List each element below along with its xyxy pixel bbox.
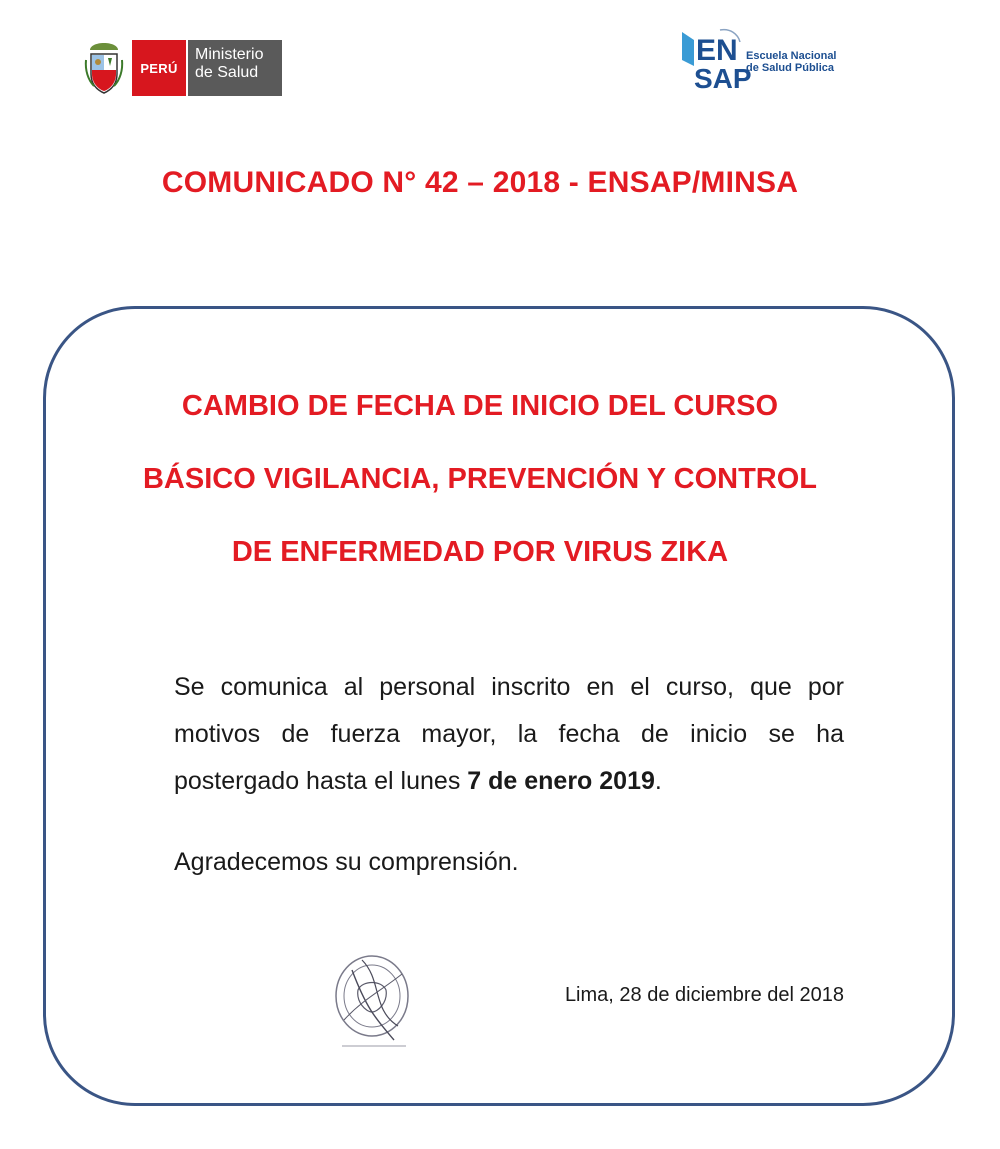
minsa-logo — [84, 40, 282, 96]
course-title-line-1: CAMBIO DE FECHA DE INICIO DEL CURSO — [181, 390, 779, 422]
peru-label: PERÚ — [132, 40, 186, 96]
thanks-text: Agradecemos su comprensión. — [174, 848, 519, 876]
place-and-date: Lima, 28 de diciembre del 2018 — [564, 984, 844, 1006]
new-start-date: 7 de enero 2019 — [467, 767, 655, 795]
ensap-name — [746, 50, 837, 74]
announcement-end: . — [654, 767, 662, 795]
announcement-paragraph — [174, 664, 844, 805]
official-stamp-icon — [332, 950, 414, 1054]
svg-text:SAP: SAP — [694, 63, 752, 94]
ensap-line-2: de Salud Pública — [746, 62, 835, 74]
ministry-label — [188, 40, 282, 96]
announcement-text: Se comunica al personal inscrito en el curso, que por motivos de fuerza mayor, la fecha de inicio se ha postergado hasta el lunes — [174, 673, 844, 795]
ministry-line-2: de Salud — [195, 64, 259, 81]
course-title-line-3: DE ENFERMEDAD POR VIRUS ZIKA — [231, 536, 729, 568]
ministry-line-1: Ministerio — [195, 46, 264, 63]
peru-coat-of-arms-icon — [84, 40, 124, 96]
ensap-mark-icon — [680, 26, 752, 96]
communique-title: COMUNICADO N° 42 – 2018 - ENSAP/MINSA — [161, 166, 799, 199]
course-title-line-2: BÁSICO VIGILANCIA, PREVENCIÓN Y CONTROL — [142, 463, 818, 495]
ensap-logo — [680, 26, 850, 96]
course-title — [60, 370, 900, 589]
ensap-line-1: Escuela Nacional — [746, 50, 837, 62]
svg-text:EN: EN — [696, 34, 738, 67]
